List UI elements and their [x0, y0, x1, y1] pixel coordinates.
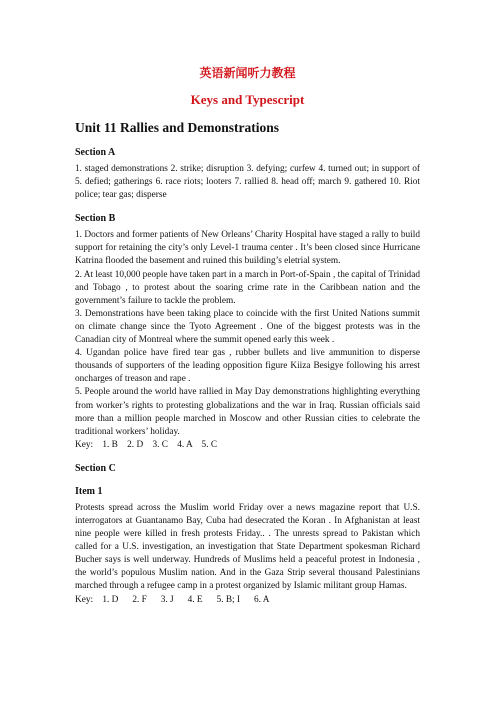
section-a-keys: 1. staged demonstrations 2. strike; disruption 3. defying; curfew 4. turned out; in support of 5. defied; gatherings 6. race riots; looters 7. rallied 8. head off; march 9. gathered 10. Riot police; tear gas; disperse	[75, 164, 420, 201]
section-b-paragraph-1: 1. Doctors and former patients of New Orleans’ Charity Hospital have staged a rally to build support for retaining the city’s only Level-1 trauma center . It’s been closed since Hurricane Katrina flooded the basement and ruined this building’s eletrial system.	[75, 230, 420, 267]
document-title: Keys and Typescript	[190, 92, 305, 107]
section-b-paragraph-4: 4. Ugandan police have fired tear gas , rubber bullets and live ammunition to disperse thousands of supporters of the leading opposition figure Kiiza Besigye following his arrest oncharges of treason and rape .	[75, 348, 420, 385]
section-c-item-1-heading: Item 1	[75, 485, 103, 497]
section-c-heading: Section C	[75, 462, 116, 474]
section-b-paragraph-2: 2. At least 10,000 people have taken part in a march in Port-of-Spain , the capital of Trinidad and Tobago , to protest about the soaring crime rate in the Caribbean nation and the government’s failure to tackle the problem.	[75, 269, 420, 306]
section-c-item-1-paragraph: Protests spread across the Muslim world Friday over a news magazine report that U.S. interrogators at Guantanamo Bay, Cuba had desecrated the Koran . In Afghanistan at least nine people were killed in fresh protests Friday.. . The unrests spread to Pakistan which called for a U.S. investigation, an investigation that State Department spokesman Richard Bucher says is well underway. Hundreds of Muslims held a peaceful protest in Indonesia , the world’s populous Muslim nation. And in the Gaza Strip several thousand Palestinians marched through a refugee camp in a protest organized by Islamic militant group Hamas.	[75, 502, 420, 592]
book-title-chinese: 英语新闻听力教程	[199, 66, 296, 80]
document-page	[75, 60, 420, 607]
section-b-heading: Section B	[75, 213, 116, 225]
section-a-heading: Section A	[75, 147, 116, 158]
section-b-paragraph-5: 5. People around the world have rallied in May Day demonstrations highlighting everything from worker’s rights to protesting globalizations and the war in Iraq. Russian officials said more than a million people marched in Moscow and other Russian cities to celebrate the traditional workers’ holiday.	[75, 387, 420, 437]
section-c-answer-key: Key: 1. D 2. F 3. J 4. E 5. B; I 6. A	[75, 594, 270, 605]
section-b-paragraph-3: 3. Demonstrations have been taking place to coincide with the first United Nations summit on climate change since the Tyoto Agreement . One of the biggest protests was in the Canadian city of Montreal where the summit opened early this week .	[75, 308, 420, 346]
section-b-answer-key: Key: 1. B 2. D 3. C 4. A 5. C	[75, 439, 218, 450]
unit-title: Unit 11 Rallies and Demonstrations	[75, 120, 280, 135]
